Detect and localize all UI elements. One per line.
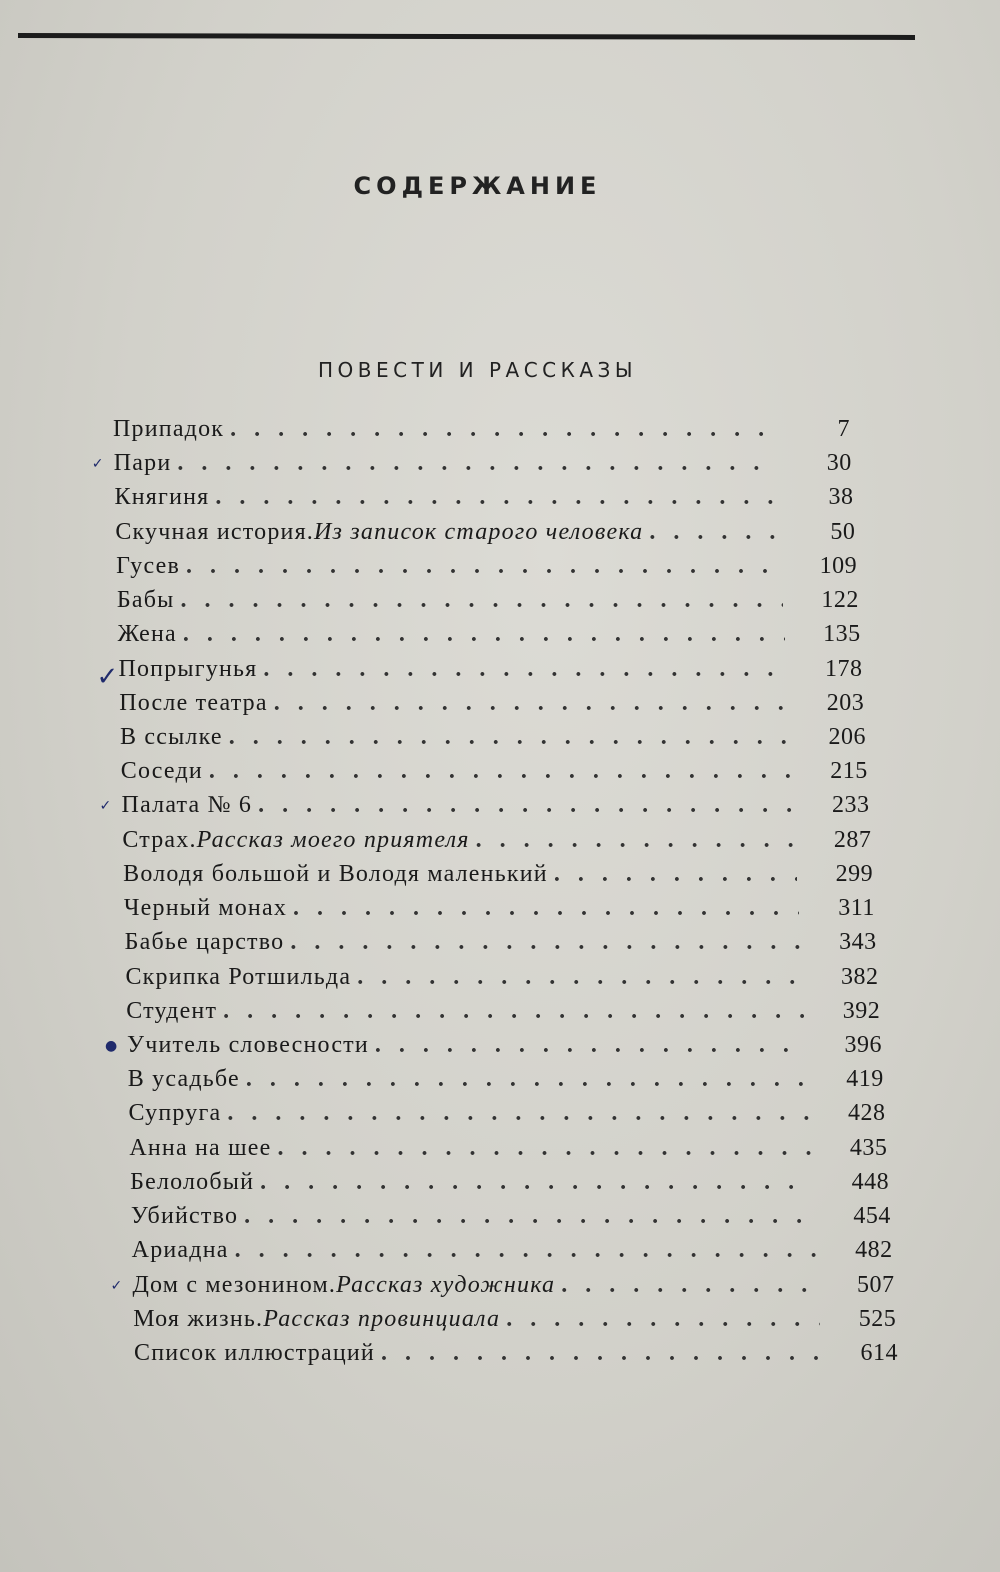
dot-leader bbox=[260, 1169, 813, 1196]
toc-entry bbox=[125, 929, 877, 963]
toc-entry bbox=[119, 690, 864, 724]
toc-entry-page-number: 525 bbox=[858, 1305, 897, 1332]
toc-entry bbox=[115, 484, 854, 518]
toc-entry-subtitle: Рассказ провинциала bbox=[263, 1305, 501, 1332]
toc-entry bbox=[126, 998, 880, 1032]
toc-entry-title: Черный монах bbox=[123, 895, 288, 922]
toc-entry-page-number: 382 bbox=[840, 963, 879, 990]
toc-entry bbox=[122, 827, 871, 861]
toc-entry bbox=[123, 861, 873, 895]
ink-check-mark-icon: ✓ bbox=[96, 661, 119, 692]
toc-entry-title: Белолобый bbox=[130, 1168, 255, 1195]
toc-entry bbox=[118, 621, 861, 655]
dot-leader bbox=[230, 416, 774, 443]
dot-leader bbox=[227, 1100, 809, 1127]
dot-leader bbox=[263, 656, 786, 683]
toc-entry-page-number: 178 bbox=[824, 655, 863, 682]
toc-entry bbox=[134, 1340, 898, 1374]
toc-entry-title: Припадок bbox=[113, 416, 225, 442]
dot-leader bbox=[258, 792, 793, 819]
toc-entry bbox=[129, 1100, 886, 1134]
dot-leader bbox=[290, 929, 800, 956]
toc-entry bbox=[113, 416, 850, 450]
toc-entry-page-number: 109 bbox=[819, 552, 858, 579]
toc-entry-page-number: 50 bbox=[830, 518, 856, 545]
toc-entry-title: Список иллюстраций bbox=[134, 1340, 375, 1366]
toc-entry-page-number: 38 bbox=[828, 484, 854, 511]
toc-entry bbox=[116, 553, 857, 587]
toc-entry-title: Скучная история. bbox=[115, 518, 315, 545]
toc-entry bbox=[127, 1032, 882, 1066]
toc-entry-title: Страх. bbox=[122, 826, 197, 853]
dot-leader bbox=[357, 964, 802, 991]
toc-entry bbox=[124, 895, 875, 929]
toc-entry-page-number: 299 bbox=[835, 860, 874, 887]
section-heading: ПОВЕСТИ И РАССКАЗЫ bbox=[318, 358, 637, 382]
toc-entry-title: Анна на шее bbox=[129, 1134, 272, 1161]
toc-entry bbox=[133, 1306, 896, 1340]
dot-leader bbox=[183, 621, 785, 648]
toc-entry-page-number: 7 bbox=[837, 416, 850, 442]
toc-entry-page-number: 122 bbox=[821, 587, 859, 614]
toc-entry-title: Бабы bbox=[116, 587, 175, 614]
toc-entry-title: Супруга bbox=[128, 1100, 222, 1127]
toc-entry-title: Ариадна bbox=[131, 1237, 229, 1264]
toc-entry-subtitle: Рассказ моего приятеля bbox=[196, 826, 470, 853]
dot-leader bbox=[180, 587, 782, 614]
toc-entry-page-number: 614 bbox=[860, 1340, 898, 1366]
toc-entry-page-number: 135 bbox=[823, 621, 861, 648]
toc-entry-title: Соседи bbox=[120, 758, 203, 785]
toc-entry bbox=[131, 1203, 891, 1237]
toc-entry-title: Гусев bbox=[116, 552, 180, 579]
toc-entry bbox=[132, 1237, 893, 1271]
dot-leader bbox=[246, 1066, 808, 1093]
toc-entry-page-number: 215 bbox=[830, 758, 868, 785]
toc-entry-page-number: 343 bbox=[839, 929, 877, 956]
dot-leader bbox=[229, 724, 790, 751]
dot-leader bbox=[561, 1272, 818, 1299]
toc-entry-page-number: 311 bbox=[838, 895, 875, 922]
dot-leader bbox=[375, 1032, 806, 1059]
toc-entry-page-number: 482 bbox=[855, 1237, 893, 1264]
toc-entry-page-number: 396 bbox=[844, 1032, 882, 1058]
toc-entry-page-number: 428 bbox=[848, 1100, 886, 1127]
toc-entry-title: Дом с мезонином. bbox=[132, 1271, 337, 1298]
toc-entry-subtitle: Рассказ художника bbox=[336, 1271, 556, 1298]
ink-check-mark-icon: ✓ bbox=[99, 798, 112, 815]
toc-entry bbox=[115, 519, 855, 553]
toc-entry bbox=[122, 792, 870, 826]
toc-entry-subtitle: Из записок старого человека bbox=[314, 518, 644, 545]
toc-entry-page-number: 206 bbox=[828, 724, 866, 750]
dot-leader bbox=[554, 861, 797, 888]
toc-entry-title: Жена bbox=[117, 621, 177, 648]
toc-entry bbox=[130, 1169, 889, 1203]
dot-leader bbox=[476, 827, 796, 854]
toc-entry-page-number: 454 bbox=[853, 1203, 891, 1230]
dot-leader bbox=[274, 690, 788, 717]
dot-leader bbox=[209, 758, 792, 785]
toc-entry bbox=[120, 724, 866, 758]
toc-entry-title: Попрыгунья bbox=[118, 655, 258, 682]
toc-entry-page-number: 233 bbox=[832, 792, 870, 819]
toc-entry-title: После театра bbox=[119, 689, 268, 716]
dot-leader bbox=[244, 1203, 815, 1230]
toc-entry-page-number: 203 bbox=[826, 689, 865, 716]
toc-entry-title: Убийство bbox=[130, 1203, 239, 1230]
toc-entry-page-number: 507 bbox=[856, 1271, 895, 1298]
toc-entry bbox=[128, 1066, 884, 1100]
toc-entry bbox=[118, 656, 862, 690]
toc-entry bbox=[114, 450, 852, 484]
toc-entry-title: Скрипка Ротшильда bbox=[125, 963, 352, 990]
toc-entry bbox=[125, 964, 878, 998]
ink-check-mark-icon: ✓ bbox=[91, 456, 104, 473]
toc-entry-title: Бабье царство bbox=[124, 929, 285, 956]
toc-entry-page-number: 435 bbox=[849, 1134, 888, 1161]
toc-entry bbox=[129, 1135, 887, 1169]
toc-entry-title: В ссылке bbox=[120, 724, 223, 750]
toc-entry-title: Княгиня bbox=[114, 484, 210, 511]
ink-check-mark-icon: ● bbox=[105, 1038, 118, 1054]
dot-leader bbox=[223, 998, 804, 1025]
toc-entry-title: Учитель словесности bbox=[127, 1032, 369, 1058]
toc-entry-page-number: 448 bbox=[851, 1168, 890, 1195]
toc-entry-page-number: 30 bbox=[826, 450, 852, 477]
toc-entry-title: Пари bbox=[113, 450, 172, 477]
toc-entry-page-number: 287 bbox=[833, 826, 872, 853]
dot-leader bbox=[215, 484, 777, 511]
dot-leader bbox=[506, 1306, 820, 1333]
dot-leader bbox=[649, 519, 779, 546]
toc-entry-title: Палата № 6 bbox=[121, 792, 253, 819]
contents-heading: СОДЕРЖАНИЕ bbox=[353, 172, 602, 200]
ink-check-mark-icon: ✓ bbox=[110, 1277, 123, 1294]
dot-leader bbox=[235, 1237, 817, 1264]
toc-entry bbox=[132, 1272, 894, 1306]
toc-entry-page-number: 419 bbox=[846, 1066, 884, 1093]
dot-leader bbox=[277, 1135, 811, 1162]
toc-entry-title: Володя большой и Володя маленький bbox=[123, 860, 548, 887]
toc-entry-title: Моя жизнь. bbox=[133, 1305, 264, 1332]
toc-entry-title: В усадьбе bbox=[127, 1066, 240, 1093]
toc-entry bbox=[121, 758, 868, 792]
toc-entry bbox=[117, 587, 859, 621]
dot-leader bbox=[293, 895, 799, 922]
toc-entry-title: Студент bbox=[126, 997, 218, 1024]
dot-leader bbox=[186, 553, 781, 580]
toc-entry-page-number: 392 bbox=[842, 997, 881, 1024]
dot-leader bbox=[177, 450, 775, 477]
dot-leader bbox=[381, 1340, 822, 1367]
